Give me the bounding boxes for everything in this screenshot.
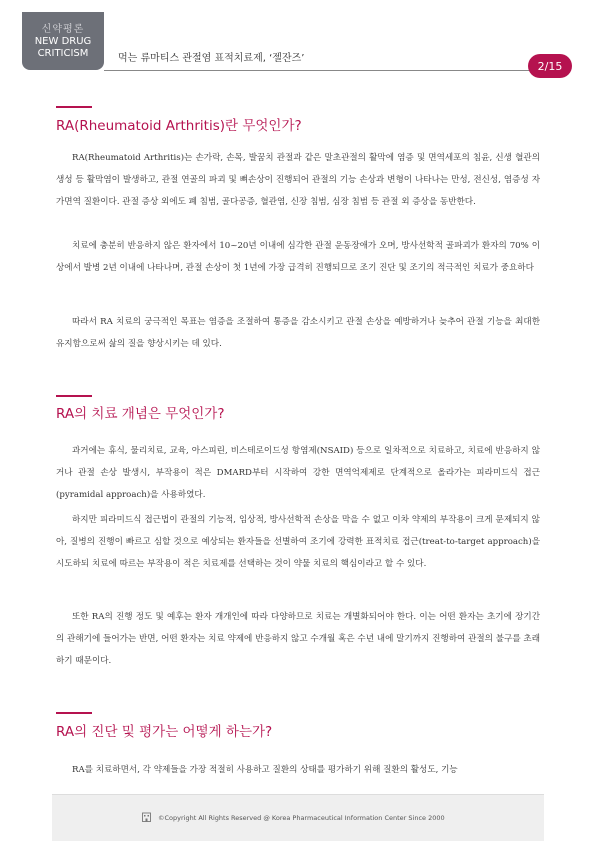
- publication-logo: [22, 12, 104, 70]
- copyright-notice: ©Copyright All Rights Reserved @ Korea Pharmaceutical Information Center Since 2000: [158, 814, 445, 822]
- paragraph: 과거에는 휴식, 물리치료, 교육, 아스피린, 비스테로이드성 항염제(NSAID) 등으로 일차적으로 치료하고, 치료에 반응하지 않거나 관절 손상 발생시, 부작용이 적은 DMARD부터 시작하여 강한 면역억제제로 단계적으로 올라가는 피라미드식 접근(pyramidal approach)을 사용하였다.: [56, 446, 540, 500]
- logo-english-line2: CRITICISM: [37, 47, 89, 59]
- logo-english-line1: NEW DRUG: [34, 35, 92, 47]
- section-accent-bar: [56, 395, 92, 397]
- section-title: RA(Rheumatoid Arthritis)란 무엇인가?: [56, 118, 302, 134]
- paragraph: 하지만 피라미드식 접근법이 관절의 기능적, 임상적, 방사선학적 손상을 막을 수 없고 이차 약제의 부작용이 크게 문제되지 않아, 질병의 진행이 빠르고 심할 것으로 예상되는 환자들을 선별하여 조기에 강력한 표적치료 접근(treat-to-target approach)을 시도하되 치료에 따르는 부작용이 적은 치료제를 선택하는 것이 약물 치료의 핵심이라고 할 수 있다.: [56, 515, 540, 569]
- paragraph: 또한 RA의 진행 정도 및 예후는 환자 개개인에 따라 다양하므로 치료는 개별화되어야 한다. 이는 어떤 환자는 초기에 장기간의 관해기에 들어가는 반면, 어떤 환자는 치료 약제에 반응하지 않고 수개월 혹은 수년 내에 말기까지 진행하여 관절의 불구를 초래하기 때문이다.: [56, 612, 540, 666]
- page-header: [0, 0, 595, 80]
- running-title: 먹는 류마티스 관절염 표적치료제, ‘젤잔즈’: [118, 53, 305, 64]
- section-accent-bar: [56, 712, 92, 714]
- building-icon: [142, 812, 151, 822]
- paragraph: 따라서 RA 치료의 궁극적인 목표는 염증을 조절하여 통증을 감소시키고 관절 손상을 예방하거나 늦추어 관절 기능을 최대한 유지함으로써 삶의 질을 향상시키는 데 있다.: [56, 317, 540, 349]
- paragraph: RA를 치료하면서, 각 약제들을 가장 적절히 사용하고 질환의 상태를 평가하기 위해 질환의 활성도, 기능: [72, 765, 458, 775]
- logo-korean-text: 신약평론: [41, 23, 85, 35]
- section-accent-bar: [56, 106, 92, 108]
- section-title: RA의 치료 개념은 무엇인가?: [56, 406, 225, 422]
- section-title: RA의 진단 및 평가는 어떻게 하는가?: [56, 724, 273, 740]
- paragraph: 치료에 충분히 반응하지 않은 환자에서 10~20년 이내에 심각한 관절 운동장애가 오며, 방사선학적 골파괴가 환자의 70% 이상에서 발병 2년 이내에 나타나며, 관절 손상이 첫 1년에 가장 급격히 진행되므로 조기 진단 및 조기의 적극적인 치료가 중요하다: [56, 241, 540, 273]
- header-divider: [104, 70, 570, 71]
- page-number-badge: 2/15: [528, 54, 572, 78]
- paragraph: RA(Rheumatoid Arthritis)는 손가락, 손목, 발꿈치 관절과 같은 말초관절의 활막에 염증 및 면역세포의 침윤, 신생 혈관의 생성 등 활막염이 발생하고, 관절 연골의 파괴 및 뼈손상이 진행되어 관절의 기능 손상과 변형이 나타나는 만성, 전신성, 염증성 자가면역 질환이다. 관절 증상 외에도 폐 침범, 골다공증, 혈관염, 신장 침범, 심장 침범 등 관절 외 증상을 동반한다.: [56, 153, 540, 207]
